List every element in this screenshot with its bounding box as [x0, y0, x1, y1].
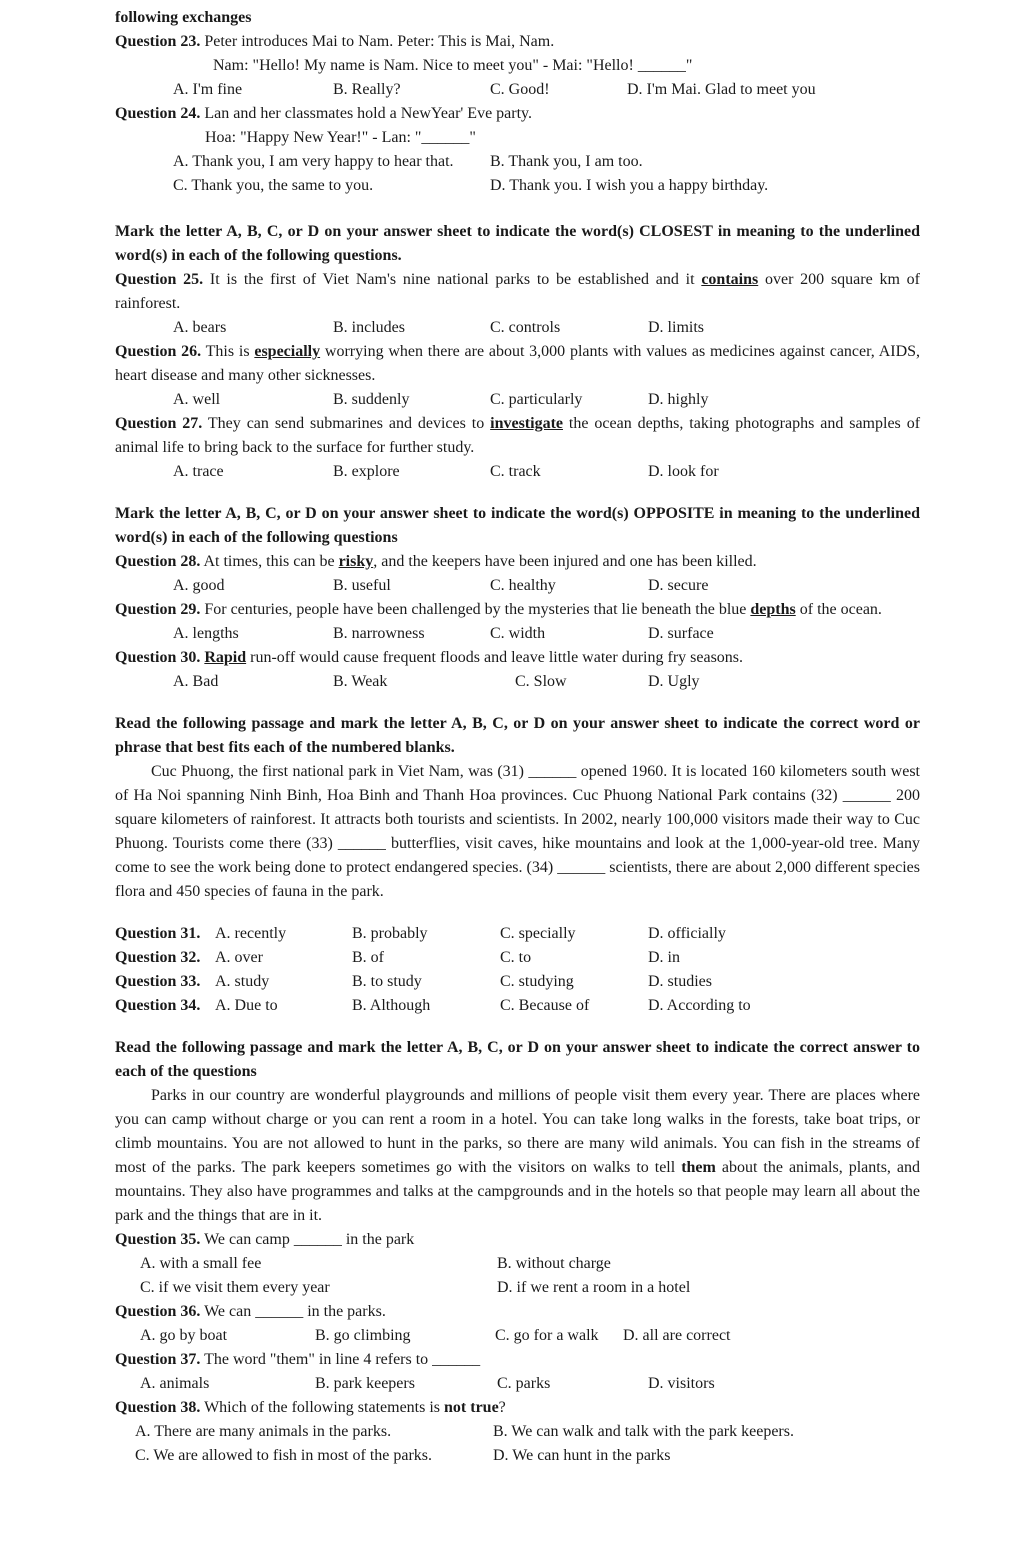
question-label: Question 24. — [115, 105, 201, 122]
option-b[interactable]: B. useful — [333, 577, 391, 594]
question-33 — [115, 970, 920, 994]
option-d[interactable]: D. We can hunt in the parks — [493, 1447, 671, 1464]
option-d[interactable]: D. in — [648, 949, 680, 966]
option-b[interactable]: B. park keepers — [315, 1375, 415, 1392]
option-b[interactable]: B. narrowness — [333, 625, 425, 642]
question-36 — [115, 1300, 920, 1324]
question-label: Question 28. — [115, 553, 201, 570]
question-34 — [115, 994, 920, 1018]
question-text-after: worrying when there are about 3,000 plants with values as medicines against cancer, AIDS, heart disease and many other sicknesses. — [115, 343, 921, 384]
option-c[interactable]: C. healthy — [490, 577, 556, 594]
question-text: Lan and her classmates hold a NewYear' Eve party. — [204, 105, 533, 122]
option-a[interactable]: A. well — [173, 391, 221, 408]
option-c[interactable]: C. We are allowed to fish in most of the parks. — [135, 1447, 433, 1464]
underlined-word: Rapid — [204, 649, 247, 666]
question-text-after: of the ocean. — [799, 601, 882, 618]
question-27 — [115, 412, 920, 460]
question-24-options-row2 — [115, 174, 920, 198]
section-opposite-heading: Mark the letter A, B, C, or D on your answer sheet to indicate the word(s) OPPOSITE in meaning to the underlined word(s) in each of the following questions — [115, 505, 920, 546]
question-label: Question 34. — [115, 997, 201, 1014]
option-c[interactable]: C. Good! — [490, 81, 550, 98]
option-c[interactable]: C. controls — [490, 319, 561, 336]
question-25-options — [115, 316, 920, 340]
option-c[interactable]: C. go for a walk — [495, 1327, 599, 1344]
section-closest-heading: Mark the letter A, B, C, or D on your answer sheet to indicate the word(s) CLOSEST in meaning to the underlined word(s) in each of the following questions. — [115, 223, 920, 264]
question-30 — [115, 646, 920, 670]
option-b[interactable]: B. go climbing — [315, 1327, 411, 1344]
question-text-after: , and the keepers have been injured and one has been killed. — [373, 553, 757, 570]
option-b[interactable]: B. suddenly — [333, 391, 410, 408]
option-d[interactable]: D. officially — [648, 925, 726, 942]
option-a[interactable]: A. There are many animals in the parks. — [135, 1423, 392, 1440]
option-c[interactable]: C. parks — [497, 1375, 551, 1392]
passage-2 — [115, 1084, 920, 1228]
question-text-after: ? — [498, 1399, 506, 1416]
option-c[interactable]: C. studying — [500, 973, 574, 990]
option-a[interactable]: A. Bad — [173, 673, 219, 690]
underlined-word: especially — [254, 343, 321, 360]
underlined-word: risky — [338, 553, 374, 570]
question-35-options-row2 — [115, 1276, 920, 1300]
option-d[interactable]: D. highly — [648, 391, 709, 408]
option-c[interactable]: C. track — [490, 463, 541, 480]
option-c[interactable]: C. to — [500, 949, 532, 966]
question-37-options — [115, 1372, 920, 1396]
question-35 — [115, 1228, 920, 1252]
option-a[interactable]: A. bears — [173, 319, 227, 336]
question-24-dialogue: Hoa: "Happy New Year!" - Lan: "______" — [205, 129, 476, 146]
option-a[interactable]: A. study — [215, 973, 270, 990]
question-text-after: the ocean depths, taking photographs and samples of animal life to bring back to the surface for further study. — [115, 415, 921, 456]
question-text-before: At times, this can be — [203, 553, 335, 570]
question-text-after: run-off would cause frequent floods and leave little water during fry seasons. — [250, 649, 744, 666]
option-d[interactable]: D. limits — [648, 319, 705, 336]
question-text-after: over 200 square km of rainforest. — [115, 271, 920, 312]
question-23-options — [115, 78, 920, 102]
question-37 — [115, 1348, 920, 1372]
question-label: Question 38. — [115, 1399, 201, 1416]
question-label: Question 35. — [115, 1231, 201, 1248]
option-d[interactable]: D. surface — [648, 625, 714, 642]
option-b[interactable]: B. explore — [333, 463, 400, 480]
option-a[interactable]: A. I'm fine — [173, 81, 243, 98]
question-32 — [115, 946, 920, 970]
option-a[interactable]: A. good — [173, 577, 225, 594]
question-30-options — [115, 670, 920, 694]
section-passage1-heading: Read the following passage and mark the letter A, B, C, or D on your answer sheet to indicate the correct word or phrase that best fits each of the numbered blanks. — [115, 715, 920, 756]
worksheet-page — [115, 6, 920, 1468]
option-d[interactable]: D. Thank you. I wish you a happy birthday. — [490, 177, 769, 194]
option-d[interactable]: D. I'm Mai. Glad to meet you — [627, 81, 816, 98]
option-c[interactable]: C. particularly — [490, 391, 583, 408]
question-29 — [115, 598, 920, 622]
question-label: Question 36. — [115, 1303, 201, 1320]
passage-bold-word: them — [681, 1159, 716, 1176]
option-a[interactable]: A. Due to — [215, 997, 278, 1014]
section-passage2-heading: Read the following passage and mark the letter A, B, C, or D on your answer sheet to indicate the correct answer to each of the questions — [115, 1039, 920, 1080]
question-38-options-row2 — [115, 1444, 920, 1468]
question-text-before: They can send submarines and devices to — [207, 415, 485, 432]
question-26 — [115, 340, 920, 388]
question-label: Question 37. — [115, 1351, 201, 1368]
underlined-word: investigate — [490, 415, 563, 432]
option-b[interactable]: B. probably — [352, 925, 428, 942]
question-31 — [115, 922, 920, 946]
passage-1: Cuc Phuong, the first national park in Viet Nam, was (31) ______ opened 1960. It is located 160 kilometers south west of Ha Noi spanning Ninh Binh, Hoa Binh and Thanh Hoa provinces. Cuc Phuong National Park contains (32) ______ 200 square kilometers of rainforest. It attracts both tourists and scientists. In 2002, nearly 100,000 visitors made their way to Cuc Phuong. Tourists come there (33) ______ butterflies, visit caves, hike mountains and look at the 1,000-year-old tree. Many come to see the work being done to protect endangered species. (34) ______ scientists, there are about 2,000 different species flora and 450 species of fauna in the park. — [115, 763, 920, 900]
passage-text-before: Parks in our country are wonderful playgrounds and millions of people visit them every year. There are places where you can camp without charge or you can rent a room in a hotel. You can take long walks in the forests, take boat trips, or climb mountains. You are not allowed to hunt in the parks, so there are many wild animals. You can fish in the streams of most of the parks. The park keepers sometimes go with the visitors on walks to tell — [115, 1087, 920, 1176]
question-36-options — [115, 1324, 920, 1348]
option-b[interactable]: B. includes — [333, 319, 405, 336]
option-d[interactable]: D. if we rent a room in a hotel — [497, 1279, 691, 1296]
option-a[interactable]: A. recently — [215, 925, 287, 942]
option-d[interactable]: D. all are correct — [623, 1327, 731, 1344]
option-d[interactable]: D. Ugly — [648, 673, 700, 690]
question-text: Peter introduces Mai to Nam. Peter: This is Mai, Nam. — [204, 33, 555, 50]
option-a[interactable]: A. animals — [140, 1375, 210, 1392]
question-26-options — [115, 388, 920, 412]
option-d[interactable]: D. visitors — [648, 1375, 715, 1392]
option-a[interactable]: A. trace — [173, 463, 224, 480]
option-c[interactable]: C. specially — [500, 925, 576, 942]
option-b[interactable]: B. We can walk and talk with the park keepers. — [493, 1423, 794, 1440]
question-23-dialogue: Nam: "Hello! My name is Nam. Nice to meet you" - Mai: "Hello! ______" — [213, 57, 693, 74]
underlined-word: depths — [750, 601, 796, 618]
underlined-word: contains — [701, 271, 759, 288]
option-b[interactable]: B. of — [352, 949, 384, 966]
question-text: We can camp ______ in the park — [204, 1231, 415, 1248]
option-a[interactable]: A. go by boat — [140, 1327, 228, 1344]
question-24-options-row1 — [115, 150, 920, 174]
question-24 — [115, 102, 920, 126]
option-d[interactable]: D. studies — [648, 973, 712, 990]
question-28-options — [115, 574, 920, 598]
question-25 — [115, 268, 920, 316]
option-a[interactable]: A. with a small fee — [140, 1255, 262, 1272]
question-29-options — [115, 622, 920, 646]
question-bold-text: not true — [444, 1399, 499, 1416]
question-label: Question 29. — [115, 601, 201, 618]
question-38 — [115, 1396, 920, 1420]
question-text-before: This is — [205, 343, 250, 360]
option-d[interactable]: D. secure — [648, 577, 709, 594]
question-23 — [115, 30, 920, 54]
option-c[interactable]: C. Thank you, the same to you. — [173, 177, 374, 194]
question-text: We can ______ in the parks. — [204, 1303, 386, 1320]
question-label: Question 33. — [115, 973, 201, 990]
option-d[interactable]: D. According to — [648, 997, 751, 1014]
option-c[interactable]: C. width — [490, 625, 546, 642]
option-c[interactable]: C. Because of — [500, 997, 590, 1014]
question-text-before: It is the first of Viet Nam's nine national parks to be established and it — [209, 271, 695, 288]
question-38-options-row1 — [115, 1420, 920, 1444]
option-b[interactable]: B. to study — [352, 973, 422, 990]
option-d[interactable]: D. look for — [648, 463, 719, 480]
option-c[interactable]: C. Slow — [515, 673, 567, 690]
option-b[interactable]: B. Although — [352, 997, 431, 1014]
option-c[interactable]: C. if we visit them every year — [140, 1279, 330, 1296]
option-b[interactable]: B. Weak — [333, 673, 388, 690]
option-a[interactable]: A. Thank you, I am very happy to hear that. — [173, 153, 454, 170]
question-text-before: For centuries, people have been challenged by the mysteries that lie beneath the blue — [204, 601, 747, 618]
option-b[interactable]: B. Really? — [333, 81, 401, 98]
option-a[interactable]: A. over — [215, 949, 263, 966]
question-label: Question 23. — [115, 33, 201, 50]
option-a[interactable]: A. lengths — [173, 625, 239, 642]
question-text: The word "them" in line 4 refers to ______ — [204, 1351, 481, 1368]
option-b[interactable]: B. without charge — [497, 1255, 611, 1272]
question-label: Question 32. — [115, 949, 201, 966]
question-label: Question 30. — [115, 649, 201, 666]
option-b[interactable]: B. Thank you, I am too. — [490, 153, 643, 170]
question-28 — [115, 550, 920, 574]
intro-text: following exchanges — [115, 9, 252, 26]
passage-text-after: about the animals, plants, and mountains. They also have programmes and talks at the campgrounds and in the hotels so that people may learn all about the park and the things that are in it. — [115, 1159, 921, 1224]
question-label: Question 31. — [115, 925, 201, 942]
question-27-options — [115, 460, 920, 484]
question-label: Question 26. — [115, 343, 202, 360]
question-35-options-row1 — [115, 1252, 920, 1276]
question-text-before: Which of the following statements is — [204, 1399, 441, 1416]
question-label: Question 27. — [115, 415, 203, 432]
question-label: Question 25. — [115, 271, 204, 288]
